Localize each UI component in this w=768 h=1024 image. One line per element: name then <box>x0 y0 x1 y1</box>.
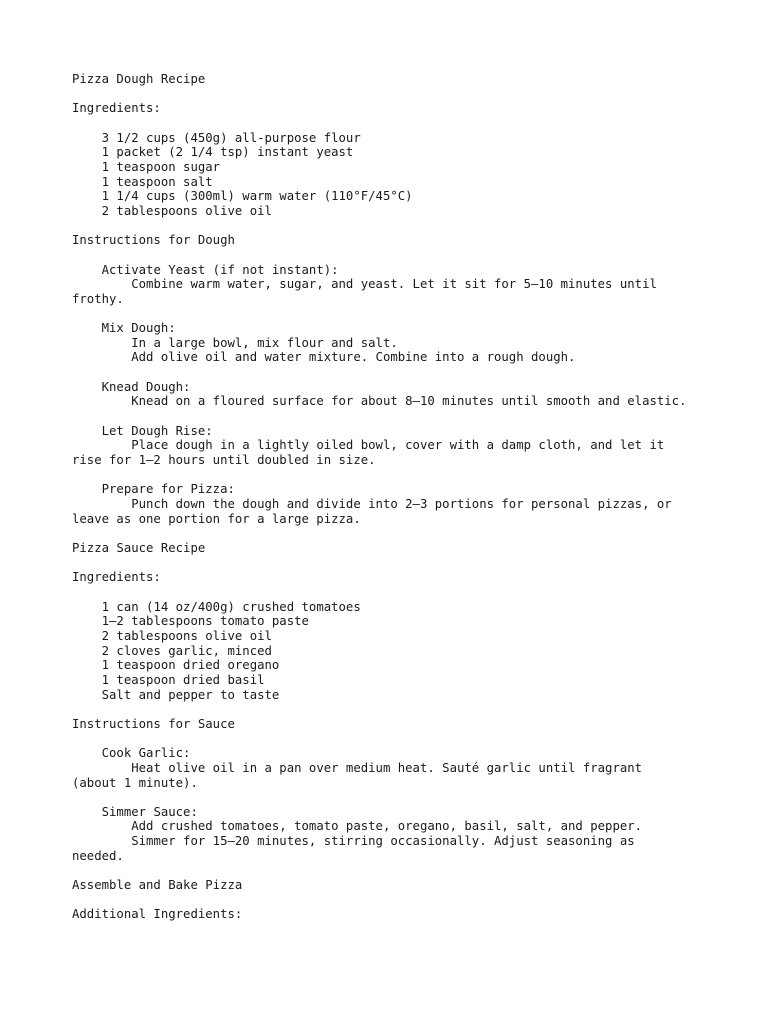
recipe-text: Pizza Dough Recipe Ingredients: 3 1/2 cups (450g) all-purpose flour 1 packet (2 1/4 tsp) instant yeast 1 teaspoon sugar 1 teaspoon salt 1 1/4 cups (300ml) warm water (110°F/45°C) 2 tablespoons olive oil Instructions for Dough Activate Yeast (if not instant): Combine warm water, sugar, and yeast. Let it sit for 5–10 minutes until frothy. Mix Dough: In a large bowl, mix flour and salt. Add olive oil and water mixture. Combine into a rough dough. Knead Dough: Knead on a floured surface for about 8–10 minutes until smooth and elastic. Let Dough Rise: Place dough in a lightly oiled bowl, cover with a damp cloth, and let it rise for 1–2 hours until doubled in size. Prepare for Pizza: Punch down the dough and divide into 2–3 portions for personal pizzas, or leave as one portion for a large pizza. Pizza Sauce Recipe Ingredients: 1 can (14 oz/400g) crushed tomatoes 1–2 tablespoons tomato paste 2 tablespoons olive oil 2 cloves garlic, minced 1 teaspoon dried oregano 1 teaspoon dried basil Salt and pepper to taste Instructions for Sauce Cook Garlic: Heat olive oil in a pan over medium heat. Sauté garlic until fragrant (about 1 minute). Simmer Sauce: Add crushed tomatoes, tomato paste, oregano, basil, salt, and pepper. Simmer for 15–20 minutes, stirring occasionally. Adjust seasoning as needed. Assemble and Bake Pizza Additional Ingredients: <box>72 72 687 922</box>
